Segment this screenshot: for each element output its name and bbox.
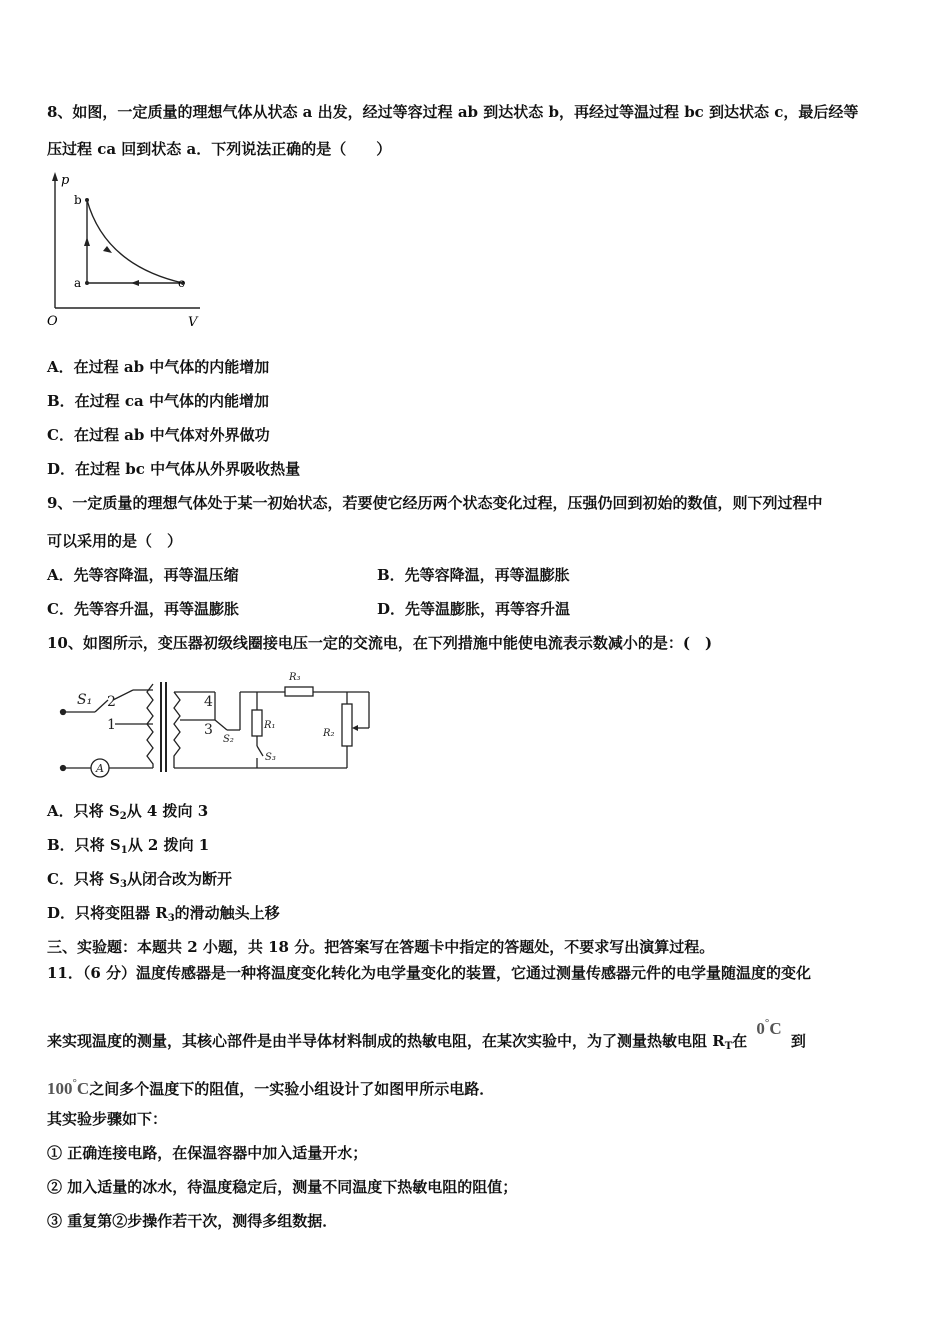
pv-diagram <box>45 170 210 330</box>
q8-option-a: A．在过程 ab 中气体的内能增加 <box>47 358 270 376</box>
q11-step-3: ③ 重复第②步操作若干次，测得多组数据． <box>47 1212 338 1230</box>
q10-option-b: B．只将 $S_1$从 2 拨向 1 <box>47 836 210 856</box>
v-axis-label: V <box>188 315 198 330</box>
q11-stem-line2: 来实现温度的测量，其核心部件是由半导体材料制成的热敏电阻，在某次实验中，为了测量热敏电阻 $R_T$在 0°C 到 <box>47 1017 806 1052</box>
s1-label: S₁ <box>77 692 93 708</box>
q11-step-2: ② 加入适量的冰水，待温度稳定后，测量不同温度下热敏电阻的阻值； <box>47 1178 518 1196</box>
state-a-label: a <box>74 276 82 290</box>
q11-steps-intro: 其实验步骤如下： <box>47 1110 168 1128</box>
r1-label: R₁ <box>264 720 276 731</box>
q11-step-1: ① 正确连接电路，在保温容器中加入适量开水； <box>47 1144 368 1162</box>
q9-option-b: B．先等容降温，再等温膨胀 <box>377 566 570 584</box>
q10-option-d: D．只将变阻器 $R_3$的滑动触头上移 <box>47 904 280 924</box>
q8-option-d: D．在过程 bc 中气体从外界吸收热量 <box>47 460 301 478</box>
transformer-circuit <box>55 662 385 782</box>
r2-label: R₂ <box>323 728 335 739</box>
q9-option-c: C．先等容升温，再等温膨胀 <box>47 600 239 618</box>
terminal-4-label: 4 <box>204 694 213 710</box>
q9-stem-line2: 可以采用的是（ ） <box>47 532 183 550</box>
terminal-3-label: 3 <box>204 722 213 738</box>
ammeter-label: A <box>96 762 104 775</box>
s3-label: S₃ <box>265 752 276 763</box>
temp-hundred: 100°C <box>47 1077 90 1098</box>
q9-stem-line1: 9、一定质量的理想气体处于某一初始状态，若要使它经历两个状态变化过程，压强仍回到初始的数值，则下列过程中 <box>47 494 823 512</box>
state-c-label: c <box>178 276 185 290</box>
terminal-1-label: 1 <box>107 717 116 733</box>
q10-stem: 10、如图所示，变压器初级线圈接电压一定的交流电，在下列措施中能使电流表示数减小的是：( ) <box>47 634 713 652</box>
origin-label: O <box>47 314 58 329</box>
q8-stem-line1: 8、如图，一定质量的理想气体从状态 a 出发，经过等容过程 ab 到达状态 b，再经过等温过程 bc 到达状态 c，最后经等 <box>47 103 859 121</box>
q9-option-a: A．先等容降温，再等温压缩 <box>47 566 239 584</box>
r3-label: R₃ <box>289 672 301 683</box>
q8-option-c: C．在过程 ab 中气体对外界做功 <box>47 426 270 444</box>
q8-stem-line2: 压过程 ca 回到状态 a．下列说法正确的是（ ） <box>47 140 392 158</box>
state-b-label: b <box>74 193 82 207</box>
q10-option-c: C．只将 $S_3$从闭合改为断开 <box>47 870 232 890</box>
q10-option-a: A．只将 $S_2$从 4 拨向 3 <box>47 802 209 822</box>
s2-label: S₂ <box>223 734 234 745</box>
q8-option-b: B．在过程 ca 中气体的内能增加 <box>47 392 269 410</box>
section-3-heading: 三、实验题：本题共 2 小题，共 18 分。把答案写在答题卡中指定的答题处，不要求写出演算过程。 <box>47 938 715 956</box>
q11-stem-line3: 100°C之间多个温度下的阻值，一实验小组设计了如图甲所示电路． <box>47 1077 495 1098</box>
q9-option-d: D．先等温膨胀，再等容升温 <box>377 600 571 618</box>
q11-stem-line1: 11．（6 分）温度传感器是一种将温度变化转化为电学量变化的装置，它通过测量传感器元件的电学量随温度的变化 <box>47 964 812 982</box>
temp-zero: 0°C <box>756 1017 782 1038</box>
terminal-2-label: 2 <box>107 694 116 710</box>
p-axis-label: p <box>61 173 70 188</box>
